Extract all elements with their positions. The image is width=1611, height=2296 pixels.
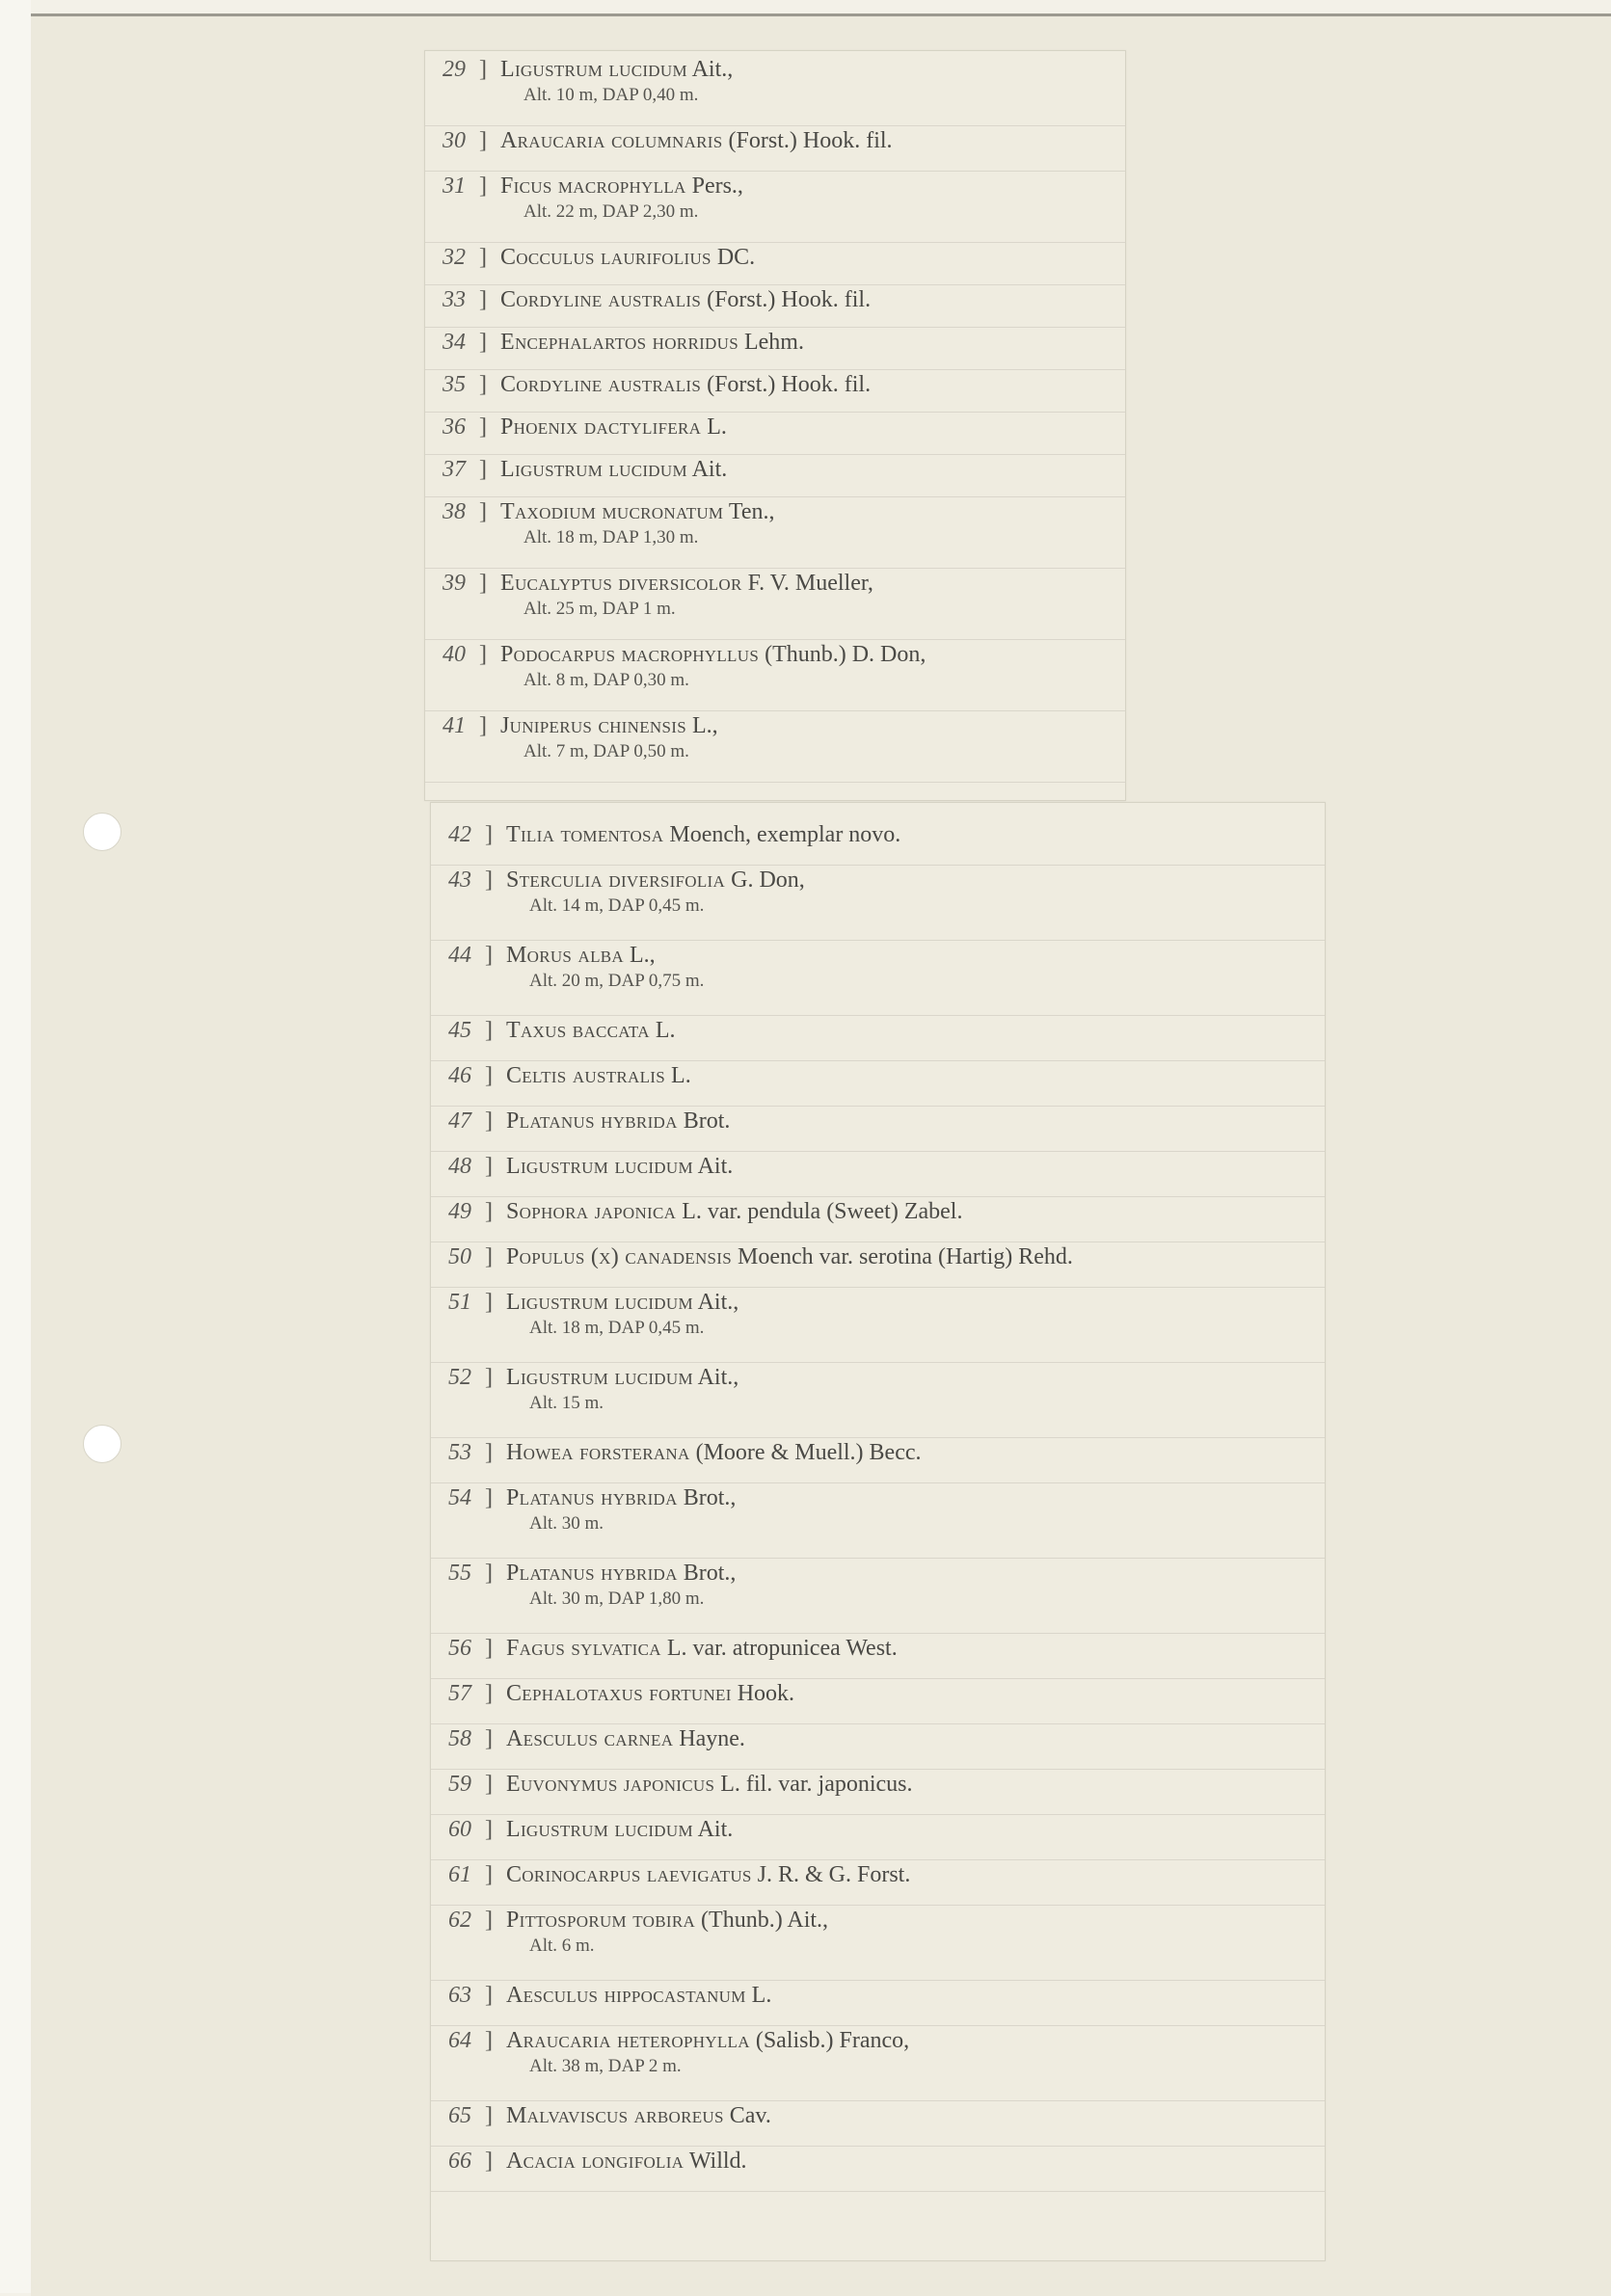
entry-number: 29 <box>443 57 466 82</box>
entry-line <box>431 1438 1325 1467</box>
list-item <box>425 126 1125 172</box>
entry-line <box>431 941 1325 970</box>
list-item <box>431 1981 1325 2026</box>
entry-number: 30 <box>443 128 466 153</box>
bracket-mark: ] <box>479 245 487 270</box>
bracket-mark: ] <box>485 2028 493 2053</box>
bracket-mark: ] <box>485 1154 493 1179</box>
species-author: DC. <box>716 245 756 270</box>
species-name: Ligustrum lucidum <box>506 1365 693 1390</box>
entry-line <box>425 640 1125 669</box>
entry-number: 35 <box>443 372 466 397</box>
species-name: Aesculus carnea <box>506 1726 674 1751</box>
measurements: Alt. 18 m, DAP 0,45 m. <box>529 1318 705 1338</box>
entry-number: 47 <box>448 1108 471 1134</box>
species-author: Cav. <box>729 2103 771 2128</box>
list-item <box>431 1363 1325 1438</box>
entry-line <box>431 1815 1325 1844</box>
species-author: L. <box>707 414 727 440</box>
measurements: Alt. 38 m, DAP 2 m. <box>529 2056 682 2076</box>
species-name: Phoenix dactylifera <box>500 414 702 440</box>
entry-number: 36 <box>443 414 466 440</box>
bracket-mark: ] <box>485 1199 493 1224</box>
entry-number: 56 <box>448 1636 471 1661</box>
entry-line <box>431 1152 1325 1181</box>
list-item <box>425 569 1125 640</box>
entry-number: 48 <box>448 1154 471 1179</box>
bracket-mark: ] <box>485 1485 493 1510</box>
entry-line <box>431 1634 1325 1663</box>
measurements: Alt. 10 m, DAP 0,40 m. <box>524 85 699 105</box>
list-item <box>431 1815 1325 1860</box>
species-name: Sophora japonica <box>506 1199 677 1224</box>
list-item <box>425 497 1125 569</box>
species-name: Acacia longifolia <box>506 2149 685 2174</box>
species-name: Juniperus chinensis <box>500 713 686 738</box>
entry-number: 54 <box>448 1485 471 1510</box>
entry-line <box>431 820 1325 849</box>
species-author: L. fil. var. japonicus. <box>720 1772 913 1797</box>
species-name: Ligustrum lucidum <box>506 1290 693 1315</box>
bracket-mark: ] <box>479 642 487 667</box>
species-author: Pers., <box>691 174 743 199</box>
entry-line <box>425 285 1125 314</box>
list-item <box>431 1679 1325 1724</box>
bracket-mark: ] <box>479 414 487 440</box>
list-item <box>431 1559 1325 1634</box>
bracket-mark: ] <box>485 1561 493 1586</box>
list-item <box>431 1242 1325 1288</box>
entry-line <box>431 1860 1325 1889</box>
species-name: Fagus sylvatica <box>506 1636 661 1661</box>
entry-line <box>425 413 1125 441</box>
list-item <box>431 941 1325 1016</box>
list-item <box>425 640 1125 711</box>
species-author: L., <box>691 713 718 738</box>
measurements: Alt. 6 m. <box>529 1936 595 1956</box>
list-item <box>431 1438 1325 1483</box>
species-author: Brot., <box>683 1561 737 1586</box>
entry-number: 38 <box>443 499 466 524</box>
bracket-mark: ] <box>485 1244 493 1269</box>
list-item <box>431 1152 1325 1197</box>
bracket-mark: ] <box>485 1817 493 1842</box>
species-author: (Forst.) Hook. fil. <box>728 128 893 153</box>
entry-line <box>425 569 1125 598</box>
bracket-mark: ] <box>479 372 487 397</box>
species-author: Ait. <box>697 1817 734 1842</box>
species-name: Howea forsterana <box>506 1440 690 1465</box>
measurements: Alt. 7 m, DAP 0,50 m. <box>524 741 689 761</box>
entry-number: 46 <box>448 1063 471 1088</box>
entry-line <box>431 1770 1325 1799</box>
species-author: L. var. pendula (Sweet) Zabel. <box>682 1199 963 1224</box>
list-item <box>431 1061 1325 1107</box>
bracket-mark: ] <box>479 457 487 482</box>
punch-hole-upper <box>83 813 121 851</box>
species-name: Aesculus hippocastanum <box>506 1983 746 2008</box>
species-name: Ligustrum lucidum <box>506 1817 693 1842</box>
list-item <box>425 370 1125 413</box>
list-item <box>431 2147 1325 2192</box>
species-author: L. <box>671 1063 691 1088</box>
entry-line <box>425 455 1125 484</box>
bracket-mark: ] <box>485 2103 493 2128</box>
list-item <box>431 1770 1325 1815</box>
list-item <box>425 55 1125 126</box>
species-name: Ligustrum lucidum <box>506 1154 693 1179</box>
list-item <box>425 328 1125 370</box>
species-author: Ait. <box>697 1154 734 1179</box>
entry-line <box>431 2101 1325 2130</box>
species-author: G. Don, <box>731 868 805 893</box>
species-author: L., <box>629 943 656 968</box>
entry-line <box>431 1061 1325 1090</box>
species-author: Hook. <box>737 1681 795 1706</box>
entry-number: 32 <box>443 245 466 270</box>
scan-margin <box>0 0 31 2293</box>
species-author: Brot. <box>683 1108 731 1134</box>
entry-number: 45 <box>448 1018 471 1043</box>
species-name: Taxus baccata <box>506 1018 650 1043</box>
bracket-mark: ] <box>485 1983 493 2008</box>
bracket-mark: ] <box>479 571 487 596</box>
bracket-mark: ] <box>479 330 487 355</box>
species-name: Pittosporum tobira <box>506 1908 696 1933</box>
entry-number: 52 <box>448 1365 471 1390</box>
entry-number: 63 <box>448 1983 471 2008</box>
bracket-mark: ] <box>485 822 493 847</box>
species-name: Taxodium mucronatum <box>500 499 724 524</box>
entry-line <box>425 328 1125 357</box>
species-name: Araucaria columnaris <box>500 128 723 153</box>
species-author: (Thunb.) D. Don, <box>765 642 926 667</box>
list-item <box>431 1724 1325 1770</box>
bracket-mark: ] <box>485 1636 493 1661</box>
entry-line <box>431 1107 1325 1135</box>
bracket-mark: ] <box>485 1681 493 1706</box>
bracket-mark: ] <box>479 128 487 153</box>
species-name: Platanus hybrida <box>506 1108 678 1134</box>
measurements: Alt. 20 m, DAP 0,75 m. <box>529 971 705 991</box>
measurements: Alt. 8 m, DAP 0,30 m. <box>524 670 689 690</box>
species-author: J. R. & G. Forst. <box>757 1862 911 1887</box>
species-name: Ligustrum lucidum <box>500 57 687 82</box>
species-author: (Forst.) Hook. fil. <box>707 287 872 312</box>
bracket-mark: ] <box>485 1365 493 1390</box>
bracket-mark: ] <box>485 1290 493 1315</box>
entry-number: 31 <box>443 174 466 199</box>
species-author: L. <box>655 1018 676 1043</box>
entry-number: 37 <box>443 457 466 482</box>
entry-number: 62 <box>448 1908 471 1933</box>
entry-line <box>431 1363 1325 1392</box>
entry-line <box>425 172 1125 200</box>
entry-line <box>431 1242 1325 1271</box>
entry-number: 61 <box>448 1862 471 1887</box>
species-author: Willd. <box>688 2149 747 2174</box>
bracket-mark: ] <box>485 868 493 893</box>
species-author: (Salisb.) Franco, <box>755 2028 910 2053</box>
measurements: Alt. 25 m, DAP 1 m. <box>524 599 676 619</box>
species-name: Platanus hybrida <box>506 1485 678 1510</box>
measurements: Alt. 15 m. <box>529 1393 604 1413</box>
species-name: Araucaria heterophylla <box>506 2028 750 2053</box>
bracket-mark: ] <box>485 1862 493 1887</box>
species-author: Ait. <box>691 457 728 482</box>
species-author: L. <box>751 1983 772 2008</box>
entry-line <box>431 1483 1325 1512</box>
species-author: L. var. atropunicea West. <box>666 1636 898 1661</box>
list-item <box>431 1860 1325 1906</box>
entry-line <box>431 1197 1325 1226</box>
species-name: Cordyline australis <box>500 372 702 397</box>
measurements: Alt. 30 m. <box>529 1513 604 1534</box>
species-author: Moench, exemplar novo. <box>669 822 901 847</box>
entry-line <box>425 243 1125 272</box>
species-author: Ait., <box>697 1365 739 1390</box>
species-name: Populus (x) canadensis <box>506 1244 733 1269</box>
species-name: Ficus macrophylla <box>500 174 686 199</box>
species-name: Platanus hybrida <box>506 1561 678 1586</box>
entry-number: 60 <box>448 1817 471 1842</box>
species-name: Corinocarpus laevigatus <box>506 1862 752 1887</box>
entry-line <box>431 1906 1325 1935</box>
bracket-mark: ] <box>485 943 493 968</box>
entry-number: 40 <box>443 642 466 667</box>
entry-line <box>425 497 1125 526</box>
species-name: Cephalotaxus fortunei <box>506 1681 732 1706</box>
entry-line <box>431 2147 1325 2176</box>
entry-line <box>431 1724 1325 1753</box>
species-name: Encephalartos horridus <box>500 330 738 355</box>
bracket-mark: ] <box>479 499 487 524</box>
species-name: Sterculia diversifolia <box>506 868 726 893</box>
list-item <box>425 243 1125 285</box>
bracket-mark: ] <box>485 1726 493 1751</box>
entry-number: 65 <box>448 2103 471 2128</box>
list-item <box>431 820 1325 866</box>
measurements: Alt. 14 m, DAP 0,45 m. <box>529 895 705 916</box>
entry-number: 59 <box>448 1772 471 1797</box>
species-author: Moench var. serotina (Hartig) Rehd. <box>738 1244 1073 1269</box>
list-item <box>431 1197 1325 1242</box>
bracket-mark: ] <box>485 1908 493 1933</box>
list-item <box>431 866 1325 941</box>
entry-line <box>431 2026 1325 2055</box>
entry-number: 39 <box>443 571 466 596</box>
species-name: Ligustrum lucidum <box>500 457 687 482</box>
entry-line <box>431 1981 1325 2010</box>
pasted-slip-lower <box>430 802 1326 2261</box>
entry-number: 50 <box>448 1244 471 1269</box>
bracket-mark: ] <box>479 287 487 312</box>
list-item <box>425 455 1125 497</box>
bracket-mark: ] <box>485 2149 493 2174</box>
entry-line <box>425 370 1125 399</box>
entry-number: 53 <box>448 1440 471 1465</box>
entry-number: 44 <box>448 943 471 968</box>
list-item <box>425 172 1125 243</box>
species-name: Eucalyptus diversicolor <box>500 571 742 596</box>
entry-line <box>425 711 1125 740</box>
species-author: (Forst.) Hook. fil. <box>707 372 872 397</box>
entry-number: 55 <box>448 1561 471 1586</box>
entry-number: 33 <box>443 287 466 312</box>
bracket-mark: ] <box>479 174 487 199</box>
punch-hole-lower <box>83 1425 121 1463</box>
list-item <box>431 1288 1325 1363</box>
list-item <box>431 1016 1325 1061</box>
entry-line <box>431 1679 1325 1708</box>
species-name: Celtis australis <box>506 1063 666 1088</box>
list-item <box>431 1107 1325 1152</box>
measurements: Alt. 22 m, DAP 2,30 m. <box>524 201 699 222</box>
entry-line <box>431 1559 1325 1588</box>
entry-line <box>431 866 1325 894</box>
species-author: (Moore & Muell.) Becc. <box>695 1440 922 1465</box>
species-author: (Thunb.) Ait., <box>701 1908 829 1933</box>
bracket-mark: ] <box>485 1108 493 1134</box>
list-item <box>425 285 1125 328</box>
list-item <box>431 1634 1325 1679</box>
entry-number: 51 <box>448 1290 471 1315</box>
bracket-mark: ] <box>485 1440 493 1465</box>
list-item <box>431 2026 1325 2101</box>
entry-line <box>425 126 1125 155</box>
entry-number: 41 <box>443 713 466 738</box>
species-name: Morus alba <box>506 943 624 968</box>
entry-number: 58 <box>448 1726 471 1751</box>
species-name: Podocarpus macrophyllus <box>500 642 760 667</box>
species-name: Euvonymus japonicus <box>506 1772 715 1797</box>
entry-line <box>431 1288 1325 1317</box>
bracket-mark: ] <box>485 1018 493 1043</box>
entry-line <box>425 55 1125 84</box>
species-author: Brot., <box>683 1485 737 1510</box>
species-name: Cordyline australis <box>500 287 702 312</box>
measurements: Alt. 18 m, DAP 1,30 m. <box>524 527 699 547</box>
species-author: Lehm. <box>743 330 804 355</box>
bracket-mark: ] <box>485 1772 493 1797</box>
species-author: F. V. Mueller, <box>747 571 873 596</box>
entry-number: 49 <box>448 1199 471 1224</box>
bracket-mark: ] <box>479 57 487 82</box>
measurements: Alt. 30 m, DAP 1,80 m. <box>529 1589 705 1609</box>
species-name: Cocculus laurifolius <box>500 245 712 270</box>
bracket-mark: ] <box>485 1063 493 1088</box>
species-author: Ait., <box>691 57 734 82</box>
entry-number: 43 <box>448 868 471 893</box>
entry-number: 34 <box>443 330 466 355</box>
list-item <box>431 1906 1325 1981</box>
pasted-slip-upper <box>424 50 1126 801</box>
bracket-mark: ] <box>479 713 487 738</box>
list-item <box>425 711 1125 783</box>
species-name: Malvaviscus arboreus <box>506 2103 724 2128</box>
list-item <box>425 413 1125 455</box>
list-item <box>431 1483 1325 1559</box>
species-author: Ait., <box>697 1290 739 1315</box>
species-author: Ten., <box>728 499 775 524</box>
species-author: Hayne. <box>679 1726 745 1751</box>
entry-number: 42 <box>448 822 471 847</box>
entry-number: 57 <box>448 1681 471 1706</box>
entry-line <box>431 1016 1325 1045</box>
species-name: Tilia tomentosa <box>506 822 664 847</box>
entry-number: 64 <box>448 2028 471 2053</box>
entry-number: 66 <box>448 2149 471 2174</box>
list-item <box>431 2101 1325 2147</box>
